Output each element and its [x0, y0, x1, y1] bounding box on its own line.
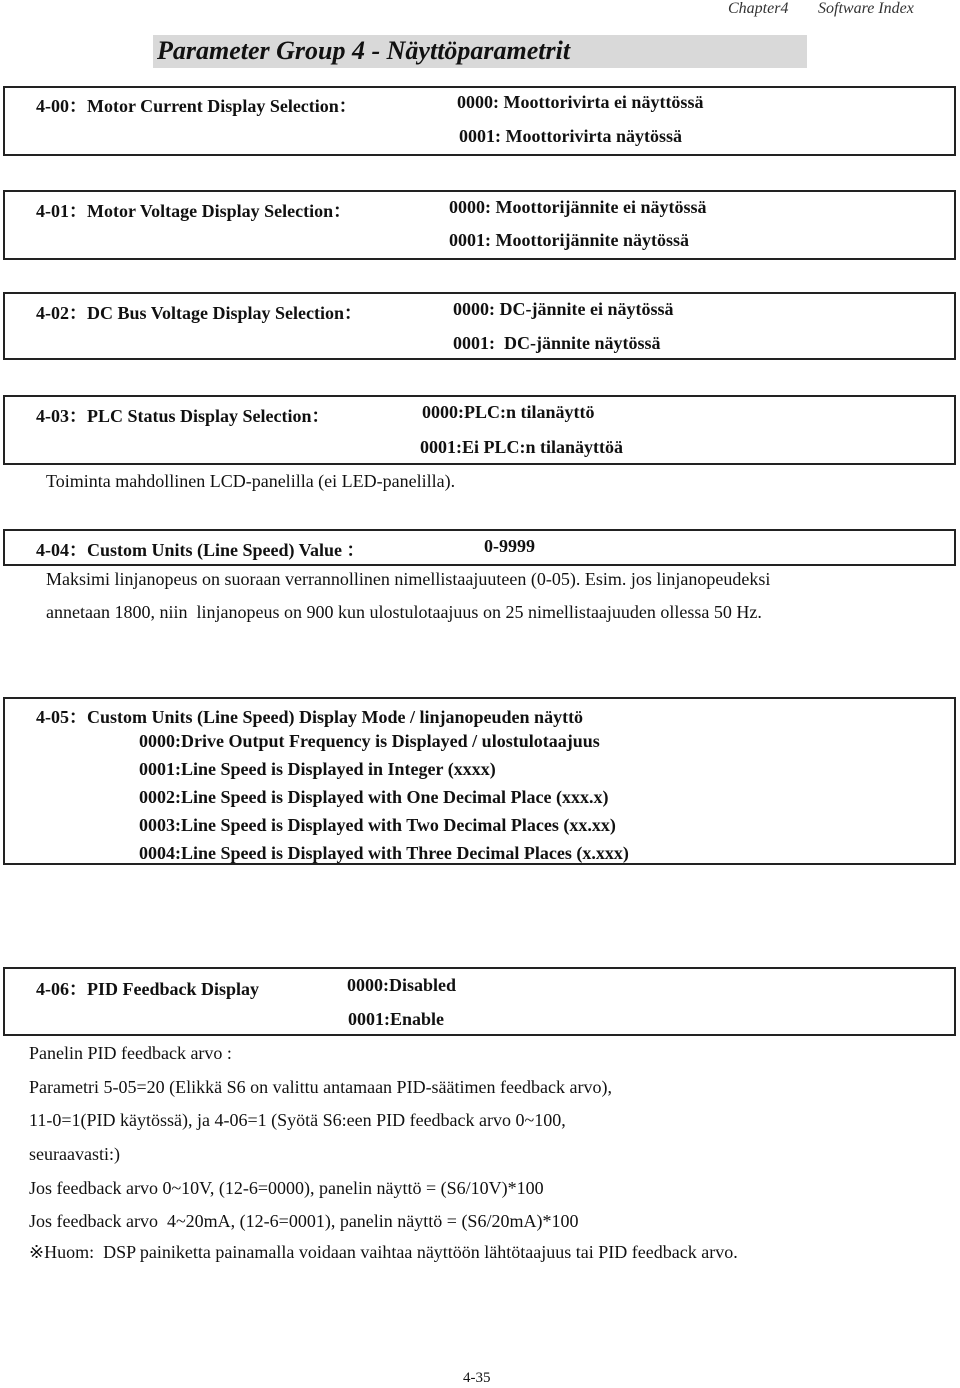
param-4-05-option: 0003:Line Speed is Displayed with Two Decimal Places (xx.xx): [139, 815, 616, 835]
param-4-04-description-line-2: annetaan 1800, niin linjanopeus on 900 kun ulostulotaajuus on 25 nimellistaajuuden ollessa 50 Hz.: [46, 602, 762, 622]
param-4-04-label: 4-04：Custom Units (Line Speed) Value ：: [36, 540, 365, 560]
page-number: 4-35: [463, 1370, 491, 1386]
param-4-05-option: 0004:Line Speed is Displayed with Three Decimal Places (x.xxx): [139, 843, 629, 863]
param-4-01-label: 4-01：Motor Voltage Display Selection：: [36, 201, 352, 221]
param-4-06-note: Jos feedback arvo 0~10V, (12-6=0000), panelin näyttö = (S6/10V)*100: [29, 1178, 544, 1198]
page-title: Parameter Group 4 - Näyttöparametrit: [157, 36, 571, 65]
param-4-06-label: 4-06：PID Feedback Display: [36, 979, 260, 999]
param-4-03-label: 4-03：PLC Status Display Selection：: [36, 406, 330, 426]
param-4-06-note: Jos feedback arvo 4~20mA, (12-6=0001), panelin näyttö = (S6/20mA)*100: [29, 1211, 579, 1231]
param-4-00-option-1: 0001: Moottorivirta näytössä: [459, 126, 682, 146]
param-4-06-note: 11-0=1(PID käytössä), ja 4-06=1 (Syötä S6:een PID feedback arvo 0~100,: [29, 1110, 566, 1130]
param-4-05-option: 0000:Drive Output Frequency is Displayed / ulostulotaajuus: [139, 731, 600, 751]
param-4-04-range: 0-9999: [484, 536, 535, 556]
param-4-06-note: ※Huom: DSP painiketta painamalla voidaan vaihtaa näyttöön lähtötaajuus tai PID feedback arvo.: [29, 1242, 738, 1262]
param-4-04-description-line-1: Maksimi linjanopeus on suoraan verrannollinen nimellistaajuuteen (0-05). Esim. jos linjanopeudeksi: [46, 569, 771, 589]
param-4-01-option-0: 0000: Moottorijännite ei näytössä: [449, 197, 707, 217]
param-4-06-note: Parametri 5-05=20 (Elikkä S6 on valittu antamaan PID-säätimen feedback arvo),: [29, 1077, 612, 1097]
param-4-05-option: 0001:Line Speed is Displayed in Integer (xxxx): [139, 759, 496, 779]
param-4-06-note: Panelin PID feedback arvo :: [29, 1043, 232, 1063]
param-4-06-option-0: 0000:Disabled: [347, 975, 457, 995]
param-4-01-option-1: 0001: Moottorijännite näytössä: [449, 230, 689, 250]
param-4-05-label: 4-05：Custom Units (Line Speed) Display Mode / linjanopeuden näyttö: [36, 707, 584, 727]
param-4-03-option-0: 0000:PLC:n tilanäyttö: [422, 402, 595, 422]
param-4-06-option-1: 0001:Enable: [348, 1009, 445, 1029]
param-4-05-option: 0002:Line Speed is Displayed with One Decimal Place (xxx.x): [139, 787, 609, 807]
param-4-03-option-1: 0001:Ei PLC:n tilanäyttöä: [420, 437, 624, 457]
param-4-00-label: 4-00：Motor Current Display Selection：: [36, 96, 357, 116]
param-4-06-note: seuraavasti:): [29, 1144, 120, 1164]
param-4-02-label: 4-02：DC Bus Voltage Display Selection：: [36, 303, 363, 323]
chapter-label: Chapter4: [728, 0, 789, 17]
param-4-02-option-1: 0001: DC-jännite näytössä: [453, 333, 661, 353]
param-4-03-note: Toiminta mahdollinen LCD-panelilla (ei LED-panelilla).: [46, 471, 456, 491]
param-4-02-option-0: 0000: DC-jännite ei näytössä: [453, 299, 674, 319]
param-4-00-option-0: 0000: Moottorivirta ei näyttössä: [457, 92, 704, 112]
section-label: Software Index: [818, 0, 914, 17]
